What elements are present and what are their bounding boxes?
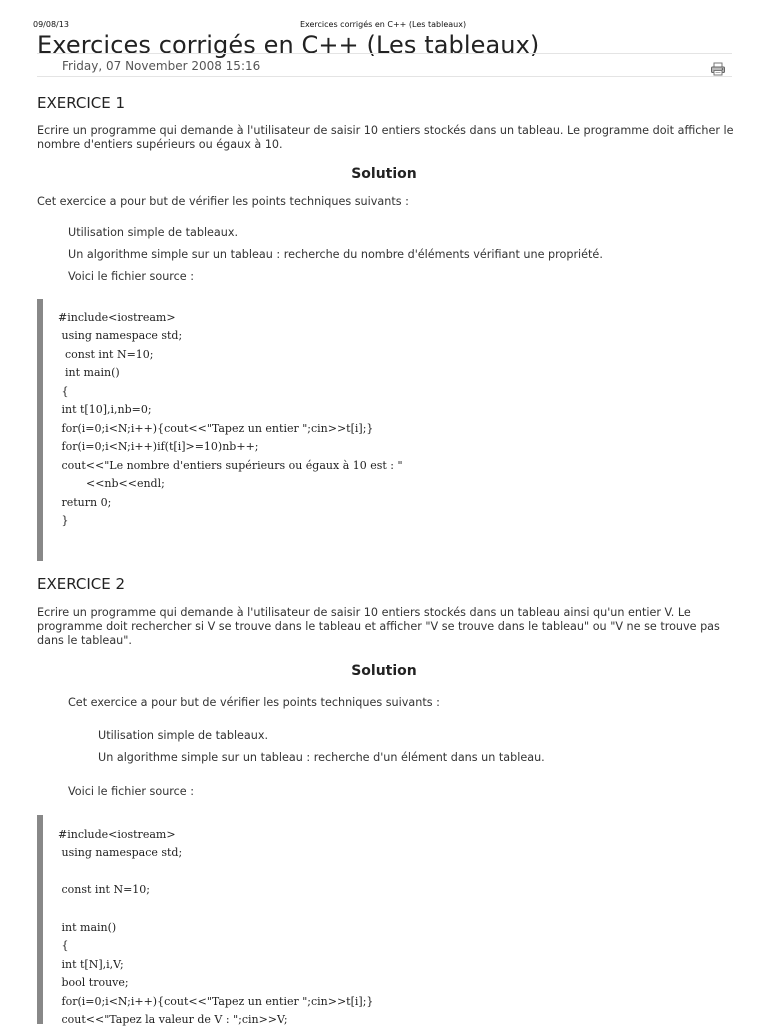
code-line: bool trouve;	[58, 976, 129, 989]
exercise-1-code-block	[37, 299, 727, 561]
exercise-2-solution-heading: Solution	[351, 663, 417, 679]
title-divider	[37, 53, 732, 54]
code-line: return 0;	[58, 496, 112, 509]
date-divider	[37, 76, 732, 77]
code-line: <<nb<<endl;	[58, 477, 165, 490]
exercise-2-code-block	[37, 815, 727, 1024]
exercise-1-statement: Ecrire un programme qui demande à l'utilisateur de saisir 10 entiers stockés dans un tableau. Le programme doit afficher le nombre d'entiers supérieurs ou égaux à 10.	[37, 124, 734, 151]
code-line: cout<<"Tapez la valeur de V : ";cin>>V;	[58, 1013, 288, 1026]
code-line: int main()	[58, 366, 120, 379]
code-line: {	[58, 939, 69, 952]
exercise-2-point: Un algorithme simple sur un tableau : recherche d'un élément dans un tableau.	[98, 751, 545, 764]
exercise-1-source-label: Voici le fichier source :	[68, 270, 195, 283]
exercise-1-point: Utilisation simple de tableaux.	[68, 226, 239, 239]
exercise-2-statement: Ecrire un programme qui demande à l'utilisateur de saisir 10 entiers stockés dans un tableau ainsi qu'un entier V. Le programme doit rechercher si V se trouve dans le tableau et afficher "V se trouve dans le tableau" ou "V ne se trouve pas dans le tableau".	[37, 606, 720, 647]
code-line: const int N=10;	[58, 883, 150, 896]
printer-icon[interactable]	[710, 61, 726, 75]
exercise-2-heading: EXERCICE 2	[37, 575, 126, 593]
code-line: using namespace std;	[58, 846, 183, 859]
exercise-1-intro: Cet exercice a pour but de vérifier les points techniques suivants :	[37, 195, 409, 208]
article-date: Friday, 07 November 2008 15:16	[62, 59, 261, 73]
exercise-1-solution-heading: Solution	[351, 166, 417, 182]
code-line: {	[58, 385, 69, 398]
exercise-2-source-label: Voici le fichier source :	[68, 785, 195, 798]
code-line: }	[58, 514, 69, 527]
code-line: int t[10],i,nb=0;	[58, 403, 152, 416]
exercise-1-heading: EXERCICE 1	[37, 94, 126, 112]
exercise-1-point: Un algorithme simple sur un tableau : recherche du nombre d'éléments vérifiant une propriété.	[68, 248, 603, 261]
exercise-2-intro: Cet exercice a pour but de vérifier les points techniques suivants :	[68, 696, 440, 709]
page-title: Exercices corrigés en C++ (Les tableaux)	[37, 31, 540, 59]
code-line: int t[N],i,V;	[58, 958, 124, 971]
code-line: #include<iostream>	[58, 311, 176, 324]
code-line: for(i=0;i<N;i++){cout<<"Tapez un entier ";cin>>t[i];}	[58, 995, 374, 1008]
code-line: using namespace std;	[58, 329, 183, 342]
code-line: const int N=10;	[58, 348, 154, 361]
code-line: for(i=0;i<N;i++)if(t[i]>=10)nb++;	[58, 440, 259, 453]
code-line: #include<iostream>	[58, 828, 176, 841]
exercise-2-point: Utilisation simple de tableaux.	[98, 729, 269, 742]
print-title: Exercices corrigés en C++ (Les tableaux)	[299, 20, 467, 29]
code-line: int main()	[58, 921, 117, 934]
code-line: cout<<"Le nombre d'entiers supérieurs ou égaux à 10 est : "	[58, 459, 403, 472]
code-line: for(i=0;i<N;i++){cout<<"Tapez un entier ";cin>>t[i];}	[58, 422, 374, 435]
print-date: 09/08/13	[33, 20, 69, 29]
